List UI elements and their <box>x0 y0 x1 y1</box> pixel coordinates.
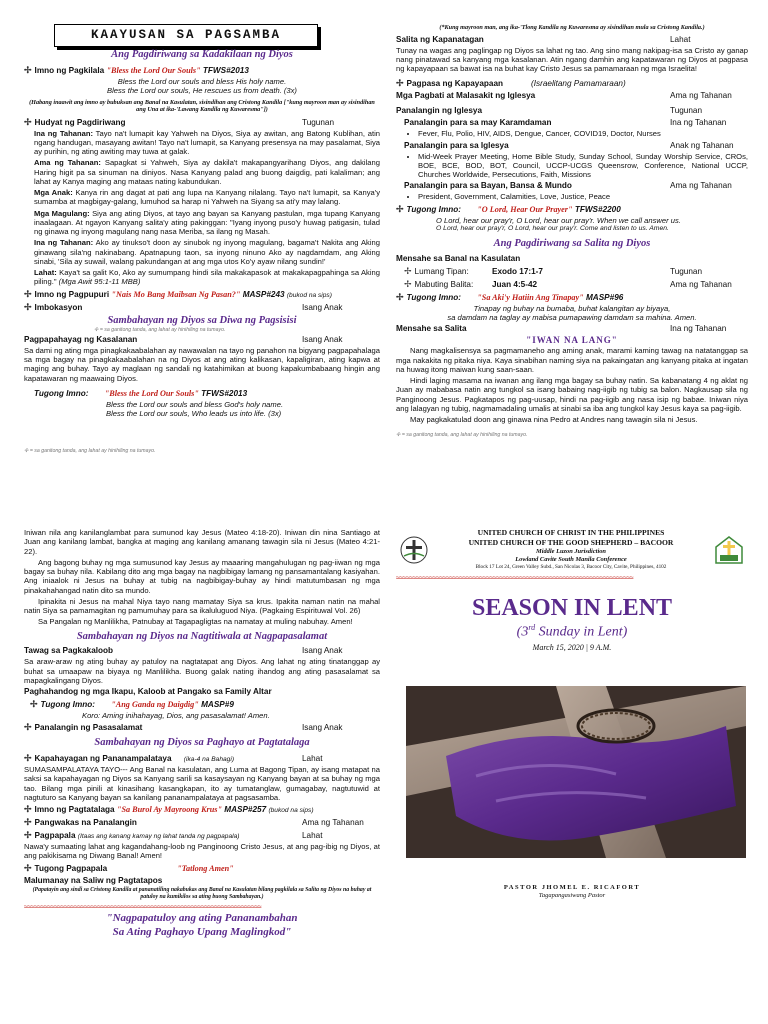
cross-icon: ✢ <box>404 278 412 289</box>
pagpasa-row: ✢ Pagpasa ng Kapayapaan (Israelitang Pamamaraan) <box>396 78 626 89</box>
church-name-block: UNITED CHURCH OF CHRIST IN THE PHILIPPINES UNITED CHURCH OF THE GOOD SHEPHERD – BACOOR Middle Luzon Jurisdiction Lowland Cavite South Manila Conference Block 17 Lot 24, Green Valley Subd., San Nicolas 3, Bacoor City, Cavite, Philippines, 4102 <box>468 528 674 571</box>
pastor-name: PASTOR JHOMEL E. RICAFORT <box>503 884 641 892</box>
cross-icon: ✢ <box>404 265 412 276</box>
section-heading: Sambahayan ng Diyos na Nagtitiwala at Nagpapasalamat <box>76 630 328 642</box>
hudyat-row: ✢ Hudyat ng Pagdiriwang Tugunan <box>24 116 335 127</box>
cover-panel <box>396 528 748 1008</box>
imno-pagkilala-row: ✢ Imno ng Pagkilala "Bless the Lord Our Souls" TFWS#2013 <box>24 65 249 76</box>
cross-icon: ✢ <box>24 753 32 764</box>
tugong-imno-row: ✢ Tugong Imno: "Sa Aki'y Hatiin Ang Tinapay" MASP#96 <box>396 291 624 302</box>
rubric-note: (Papatayin ang sindi sa Cristong Kandila at pananatiling nakabukas ang Banal na Kasulatan bilang pagkilala sa Salita ng Diyos na buhay at patuloy na kumikilos sa ating buong Sambahayan.) <box>32 886 372 900</box>
cross-with-cloth-illustration <box>406 686 746 858</box>
mensahe-banal-row: Mensahe sa Banal na Kasulatan <box>396 253 521 263</box>
creed-text: SUMASAMPALATAYA TAYO--- Ang Banal na kasulatan, ang Luma at Bagong Tipan, ay isang matapat na saksi sa kapahayagan ng Diyos sa Kanyang sarili sa kasaysayan ng Kanyang bayan at sa buhay ng mga tao. Bilang mga pinili at kinasihang kasangkapan, ito ay tumatanglaw, gumagabay, nagtutuwid at nagtuturo sa Kanyang bayan sa kanilang pananampalataya at pagsasamba. <box>24 765 380 802</box>
cross-icon: ✢ <box>24 301 32 312</box>
imno-pagpupuri-row: ✢ Imno ng Pagpupuri "Nais Mo Bang Maibsan Ng Pasan?" MASP#243 (bukod na sips) <box>24 288 332 299</box>
prayer-list: • President, Government, Calamities, Love, Justice, Peace <box>418 192 748 201</box>
cross-icon: ✢ <box>24 116 32 127</box>
bayan-row: Panalangin para sa Bayan, Bansa & Mundo Ama ng Tahanan <box>404 181 732 191</box>
cross-icon: ✢ <box>24 65 32 76</box>
cross-icon: ✢ <box>24 448 29 455</box>
paghahandog-row: Paghahandog ng mga Ikapu, Kaloob at Pangako sa Family Altar <box>24 687 272 697</box>
legend-note: ✢ = sa ganitong tanda, ang lahat ay hinihiling na tumayo. <box>24 448 156 455</box>
section-heading: Ang Pagdiriwang sa Kadakilaan ng Diyos <box>111 49 293 61</box>
cross-icon: ✢ <box>24 862 32 873</box>
tawag-row: Tawag sa Pagkakaloob Isang Anak <box>24 646 343 656</box>
cross-icon: ✢ <box>396 78 404 89</box>
cross-icon: ✢ <box>24 722 32 733</box>
mabuting-balita-row: ✢ Mabuting Balita: Juan 4:5-42 Ama ng Tahanan <box>404 278 732 289</box>
closing-line: Sa Ating Paghayo Upang Maglingkod" <box>112 926 292 939</box>
iglesya2-row: Panalangin para sa Iglesya Anak ng Tahanan <box>404 140 734 150</box>
benediction-text: Nawa'y sumaating lahat ang kagandahang-loob ng Panginoong Cristo Jesus, at ang pag-ibig ng Diyos, at ang pakikisama ng Diwang Banal! Amen! <box>24 842 380 861</box>
cross-icon: ✢ <box>24 288 32 299</box>
salita-row: Salita ng Kapanatagan Lahat <box>396 34 691 44</box>
closing-line: "Nagpapatuloy ang ating Pananambahan <box>106 912 298 925</box>
prayers-and-word-panel <box>396 24 748 490</box>
sermon-title: "IWAN NA LANG" <box>526 335 618 346</box>
pasasalamat-row: ✢ Panalangin ng Pasasalamat Isang Anak <box>24 722 343 733</box>
page-title: KAAYUSAN SA PAGSAMBA <box>54 24 318 47</box>
confession-text: Sa dami ng ating mga pinagkakaabalahan ay nawawalan na tayo ng panahon na bigyang pagpapahalaga sa mga bagay na pinagkakaabalahan na ng Diyos at ang ating kalikasan, kapaligiran, ating kapwa at maging ang buhay. Tayo ay maglaan ng sandali ng katahimikan at buong kapakumbabaang hingin ang kapatawaran ng maawaing Diyos. <box>24 345 380 383</box>
offering-call-text: Sa araw-araw ng ating buhay ay patuloy na nagtatapat ang Diyos. Ang lahat ng ating tinatanggap ay buhat sa umaapaw na biyaya ng Manlilikha. Buong galak nating ihandog ang ating pasasalamat sa mapagkalingang Diyos. <box>24 657 380 685</box>
sermon-text: Nang magkalisensya sa pagmamaneho ang aming anak, marami kaming tawag na natatanggap sa mga nakakita ng pitaka niya. Kaya sinabihan naming siya na pakaingatan ang kanyang pitaka at ingatan na huwag itong maiwan kung saan-saan. Hindi laging masama na iwanan ang ilang mga bagay sa buhay natin. Sa kabanatang 4 ng aklat ng Juan ay mababasa natin ang tungkol sa isang babaing nag-iigib ng tubig sa balon. Nagkausap sila ng Panginoong Jesus. Pagkatapos ng pag-uusap, hindi na pag-iigib ang nasa isip ng babae. Iniwan niya ang lalagyan ng tubig, nagmamadaling umalis at sinabi sa iba ang tungkol kay Jesus kaya sa pag-iigib. May pagkakatulad doon ang ginawa nina Pedro at Andres nang tawagin sila ni Jesus. <box>396 346 748 425</box>
legend-note: ✢ = sa ganitong tanda, ang lahat ay hinihiling na tumayo. <box>94 326 226 333</box>
order-of-worship-panel <box>24 24 380 490</box>
cross-icon: ✢ <box>94 326 99 333</box>
karamdaman-row: Panalangin para sa may Karamdaman Ina ng Tahanan <box>404 118 727 128</box>
rubric-note: (Habang inaawit ang imno ay bubuksan ang Banal na Kasulatan, sisindihan ang Cristong Kandila ["kung mayroon man ay sisindihan ang Una at ika-'Lawang Kandila ng Kuwaresma"]) <box>29 98 375 114</box>
prayer-list: • Mid-Week Prayer Meeting, Home Bible Study, Sunday School, Sunday Worship Service, CROs, BOE, BCE, BOD, BOT, Council, UCCP-UCGS Queensrow, Conference, National UCCP, Churches Worldwide, Persecutions, Faith, Missions <box>418 152 748 180</box>
section-heading: Sambahayan ng Diyos sa Diwa ng Pagsisisi <box>107 314 297 326</box>
call-to-worship: Ina ng Tahanan: Tayo na't lumapit kay Yahweh na Diyos, Siya ay awitan, ang Batong Kublihan, atin ngang handugan, masayang awitan! Tayo na't lumapit, sa Kanyang presensya na may pasalamat, Siya ay purihin, ng ating awiting may tuwa at galak. Ama ng Tahanan: Sapagkat si Yahweh, Siya ay dakila't makapangyarihang Diyos, ang dakilang Haring higit pa sa sinuman na diniyos. Nasa Kanyang palad ang buong daigdig, pati kalaliman; ang lahat ay Kanya maging ang mataas nating kabundukan. Mga Anak: Kanya rin ang dagat at pati ang lupa na Kanyang nilalang. Tayo na't lumapit, sa Kanya'y sumamba at magbigay-galang, lumuhod sa harap ni Yahweh na Siyang sa ati'y may lalang. Mga Magulang: Siya ang ating Diyos, at tayo ang bayan sa Kanyang pastulan, mga tupang Kanyang inaalagaan. At ngayon Kanyang salita'y ating pakinggan: "Iyang inyong puso'y huwag patigasin, tulad ng ginawa ng inyong magulang nang nasa Meriba, sa ilang ng Masah. Ina ng Tahanan: Ako ay tinukso't doon ay sinubok ng inyong magulang, bagama't Nakita ang Aking ginawang sila'ng nakinabang. Apatnapung taon, sa inyong ninuno Ako ay nagdamdam, ang Aking sinabi, 'Sila ay suwail, walang pakundangan at ang mga utos Ko'y ayaw nilang sundin!' Lahat: Kaya't sa galit Ko, Ako ay sumumpang hindi sila makakapasok at makakapagpahinga sa Aking piling." (Mga Awit 95:1-11 MBB) <box>34 128 380 287</box>
season-subtitle: (3rd Sunday in Lent) <box>516 622 628 640</box>
lent-cross-photo <box>406 686 746 858</box>
wavy-divider: ≈≈≈≈≈≈≈≈≈≈≈≈≈≈≈≈≈≈≈≈≈≈≈≈≈≈≈≈≈≈≈≈≈≈≈≈≈≈≈≈≈≈≈≈≈≈≈≈≈≈≈≈≈≈≈≈≈≈≈≈≈≈≈≈≈≈≈≈≈≈≈ <box>396 575 634 583</box>
pastor-title: Tagapangasiwang Pastor <box>538 892 606 900</box>
wavy-divider: ≈≈≈≈≈≈≈≈≈≈≈≈≈≈≈≈≈≈≈≈≈≈≈≈≈≈≈≈≈≈≈≈≈≈≈≈≈≈≈≈≈≈≈≈≈≈≈≈≈≈≈≈≈≈≈≈≈≈≈≈≈≈≈≈≈≈≈≈≈≈≈ <box>24 903 262 911</box>
cross-icon: ✢ <box>396 203 404 214</box>
assurance-text: Tunay na wagas ang paglingap ng Diyos sa lahat ng tao. Ang sino mang nakipag-isa sa Cristo ay ganap nang pinatawad sa kanyang mga kasalanan. Atin ngang damhin ang kapatawaran ng Diyos at pagpasa ng kapayapaan sa bawat isa na buhat kay Cristo Jesus sa pamamaraan ng mga Israelita! <box>396 45 748 74</box>
cross-icon: ✢ <box>24 830 32 841</box>
prayer-list: • Fever, Flu, Polio, HIV, AIDS, Dengue, Cancer, COVID19, Doctor, Nurses <box>418 129 748 138</box>
pangwakas-row: ✢ Pangwakas na Panalangin Ama ng Tahanan <box>24 817 364 828</box>
service-date: March 15, 2020 | 9 A.M. <box>532 642 612 652</box>
uccp-logo-icon <box>400 536 428 564</box>
cross-icon: ✢ <box>24 817 32 828</box>
cross-icon: ✢ <box>24 804 32 815</box>
lumang-tipan-row: ✢ Lumang Tipan: Exodo 17:1-7 Tugunan <box>404 265 703 276</box>
tugong-pagpapala-row: ✢ Tugong Pagpapala "Tatlong Amen" <box>24 862 234 873</box>
church-logo-icon <box>714 535 744 565</box>
pagpapala-row: ✢ Pagpapala (Itaas ang kanang kamay ng lahat tanda ng pagpapala) Lahat <box>24 830 323 841</box>
rubric-note: (*Kung mayroon man, ang ika-'Tlong Kandila ng Kuwaresma ay sisindihan mula sa Cristong Kandila.) <box>439 24 705 31</box>
cross-icon: ✢ <box>396 291 404 302</box>
hymn-lines: Koro: Aming inihahayag, Dios, ang pasasalamat! Amen. <box>82 711 270 721</box>
tugong-imno-row: Tugong Imno: "Bless the Lord Our Souls" TFWS#2013 <box>34 388 248 398</box>
pagpapahayag-row: Pagpapahayag ng Kasalanan Isang Anak <box>24 334 343 344</box>
hymn-lines: Bless the Lord our souls and bless God's holy name. Bless the Lord our souls, Who leads us into life. (3x) <box>106 399 284 419</box>
dedication-panel <box>24 528 380 1008</box>
imbokasyon-row: ✢ Imbokasyon Isang Anak <box>24 301 343 312</box>
mensahe-salita-row: Mensahe sa Salita Ina ng Tahanan <box>396 324 727 334</box>
kapahayagan-row: ✢ Kapahayagan ng Pananampalataya (ika-4 na Bahagi) Lahat <box>24 753 323 764</box>
legend-note: ✢ = sa ganitong tanda, ang lahat ay hinihiling na tumayo. <box>396 432 528 439</box>
hymn-lines: Tinapay ng buhay na bumaba, buhat kalangitan ay biyaya, sa damdam na taglay ay mabisa pumapawing damdam sa mahina. Amen. <box>447 303 697 323</box>
tugong-imno-row: ✢ Tugong Imno: "Ang Ganda ng Daigdig" MASP#9 <box>30 699 234 710</box>
pagbati-row: Mga Pagbati at Malasakit ng Iglesya Ama ng Tahanan <box>396 91 732 101</box>
hymn-lines: Bless the Lord our souls and bless His holy name. Bless the Lord our souls, He rescues us from death. (3x) <box>107 77 297 96</box>
malumanay-row: Malumanay na Saliw ng Pagtatapos <box>24 875 163 885</box>
tugong-imno-row: ✢ Tugong Imno: "O Lord, Hear Our Prayer" TFWS#2200 <box>396 203 621 214</box>
cross-icon: ✢ <box>396 432 401 439</box>
sermon-continued: Iniwan nila ang kanilanglambat para sumunod kay Jesus (Mateo 4:18-20). Iniwan din nina Santiago at Juan ang kanilang lambat, bangka at maging ang kanilang amanang tawagin sila ni Jesus (Mateo 4:21-22). Ang bagong buhay ng mga sumusunod kay Jesus ay maaaring mangahulugan ng pag-iiwan ng mga bagay sa buhay nila. Kabilang dito ang mga bagay na nagbibigay lamang ng pansamantalang kasiyahan. Ang iniaalok ni Jesus na buhay at tubig na nagbibigay-buhay ay hindi matutumbasan ng mga pinakahahangad natin dito sa mundo. Ipinakita ni Jesus na mahal Niya tayo nang mamatay Siya sa krus. Ipakita naman natin na mahal natin Siya sa pamamagitan ng pamumuhay para sa ikaluluguod Niya. (Pagkaing Espirituwal Vol. 26) Sa Pangalan ng Manlilikha, Patnubay at Tagapagligtas na namatay at muling nabuhay. Amen! <box>24 528 380 627</box>
section-heading: Ang Pagdiriwang sa Salita ng Diyos <box>493 238 651 250</box>
hymn-lines: O Lord, hear our pray'r, O Lord, hear our pray'r. When we call answer us. O Lord, hear our pray'r, O Lord, hear our pray'r. Come and listen to us. Amen. <box>436 215 681 232</box>
pagtatalaga-row: ✢ Imno ng Pagtatalaga "Sa Burol Ay Mayroong Krus" MASP#257 (bukod na sips) <box>24 804 314 815</box>
panalangin-iglesya-row: Panalangin ng Iglesya Tugunan <box>396 106 703 116</box>
cross-icon: ✢ <box>30 699 38 710</box>
season-title: SEASON IN LENT <box>471 594 673 621</box>
church-header <box>396 528 748 571</box>
section-heading: Sambahayan ng Diyos sa Paghayo at Pagtatalaga <box>94 737 310 749</box>
